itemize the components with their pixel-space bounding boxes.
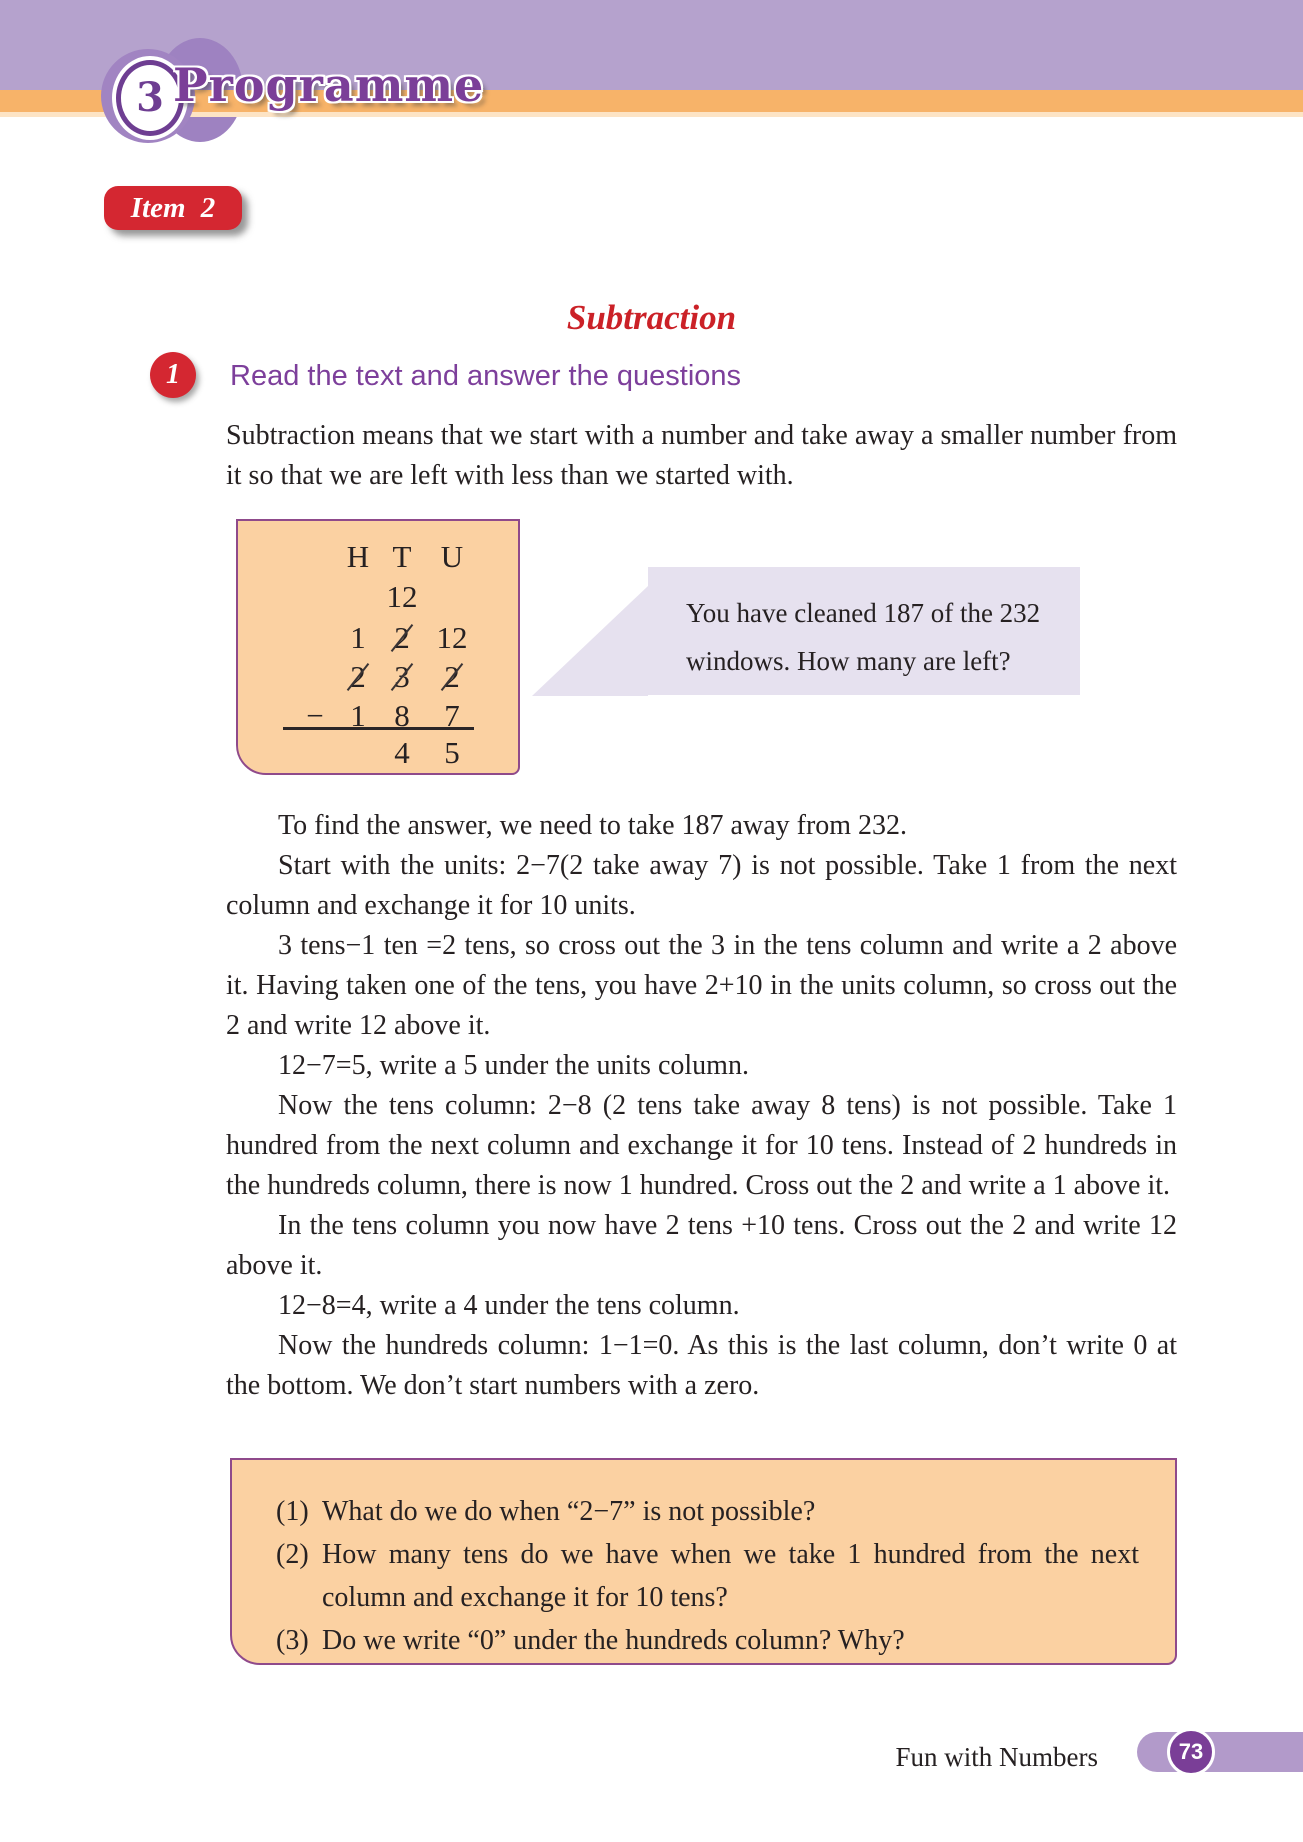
working-first-carry-row [294, 621, 480, 655]
carry-one-hundred: 1 [350, 620, 366, 655]
page-number: 73 [1178, 1739, 1204, 1764]
question-number: (2) [276, 1539, 309, 1570]
page-number-badge [1167, 1728, 1215, 1776]
question-item [276, 1490, 1139, 1533]
activity-number-badge [150, 352, 196, 398]
book-title: Fun with Numbers [895, 1742, 1098, 1772]
result-units: 5 [444, 735, 460, 770]
activity-instruction: Read the text and answer the questions [230, 360, 742, 392]
question-number: (1) [276, 1496, 309, 1527]
paragraph: Now the tens column: 2−8 (2 tens take away 8 tens) is not possible. Take 1 hundred from the next column and exchange it for 10 tens. Instead of 2 hundreds in the hundreds column, there is now 1 hundred. Cross out the 2 and write a 1 above it. [226, 1090, 1177, 1201]
questions-panel [230, 1458, 1177, 1665]
speech-bubble-tail [532, 586, 648, 696]
working-result-row [294, 736, 480, 770]
speech-bubble [648, 567, 1080, 695]
answer-rule-line [283, 727, 474, 730]
crossed-out-digit: 2 [444, 659, 460, 694]
carry-twelve-tens: 12 [386, 579, 418, 614]
paragraph: In the tens column you now have 2 tens +10 tens. Cross out the 2 and write 12 above it. [226, 1210, 1177, 1281]
unit-number: 3 [136, 74, 164, 121]
activity-number: 1 [166, 359, 180, 390]
question-text: Do we write “0” under the hundreds column? Why? [322, 1625, 905, 1656]
working-subtrahend-row: − 1 8 7 [294, 699, 480, 733]
column-header-units: U [440, 539, 464, 574]
crossed-out-digit: 2 [394, 620, 410, 655]
question-text: What do we do when “2−7” is not possible? [322, 1496, 816, 1527]
intro-paragraph: Subtraction means that we start with a number and take away a smaller number from it so that we are left with less than we started with. [226, 420, 1177, 491]
question-item [276, 1619, 1139, 1662]
speech-bubble-line1: You have cleaned 187 of the 232 [686, 598, 1041, 628]
question-number: (3) [276, 1625, 309, 1656]
item-badge-label: Item 2 [130, 191, 216, 224]
working-second-carry-row [294, 580, 480, 614]
result-tens: 4 [394, 735, 410, 770]
column-header-hundreds: H [346, 539, 370, 574]
question-text: How many tens do we have when we take 1 hundred from the next column and exchange it for 10 tens? [322, 1539, 1139, 1613]
minus-sign: − [306, 698, 324, 733]
carry-twelve-units: 12 [436, 620, 468, 655]
item-badge [104, 186, 242, 230]
working-column-headers [294, 540, 480, 574]
crossed-out-digit: 2 [350, 659, 366, 694]
column-header-tens: T [392, 539, 412, 574]
paragraph: Now the hundreds column: 1−1=0. As this is the last column, don’t write 0 at the bottom. We don’t start numbers with a zero. [226, 1330, 1177, 1401]
page-title: Programme [173, 58, 485, 112]
lesson-title: Subtraction [566, 298, 737, 337]
speech-bubble-line2: windows. How many are left? [686, 646, 1011, 676]
working-minuend-row [294, 660, 480, 694]
explanation-text [226, 806, 1177, 1406]
paragraph: 3 tens−1 ten =2 tens, so cross out the 3 in the tens column and write a 2 above it. Having taken one of the tens, you have 2+10 in the units column, so cross out the 2 and write 12 above it. [226, 930, 1177, 1041]
paragraph: 12−8=4, write a 4 under the tens column. [278, 1290, 740, 1321]
crossed-out-digit: 3 [394, 659, 410, 694]
paragraph: Start with the units: 2−7(2 take away 7) is not possible. Take 1 from the next column and exchange it for 10 units. [226, 850, 1177, 921]
paragraph: To find the answer, we need to take 187 away from 232. [278, 810, 908, 841]
paragraph: 12−7=5, write a 5 under the units column. [278, 1050, 749, 1081]
question-item [276, 1533, 1139, 1619]
page-number-pill [1137, 1732, 1303, 1772]
header-orange-stripe-highlight [0, 112, 1303, 117]
